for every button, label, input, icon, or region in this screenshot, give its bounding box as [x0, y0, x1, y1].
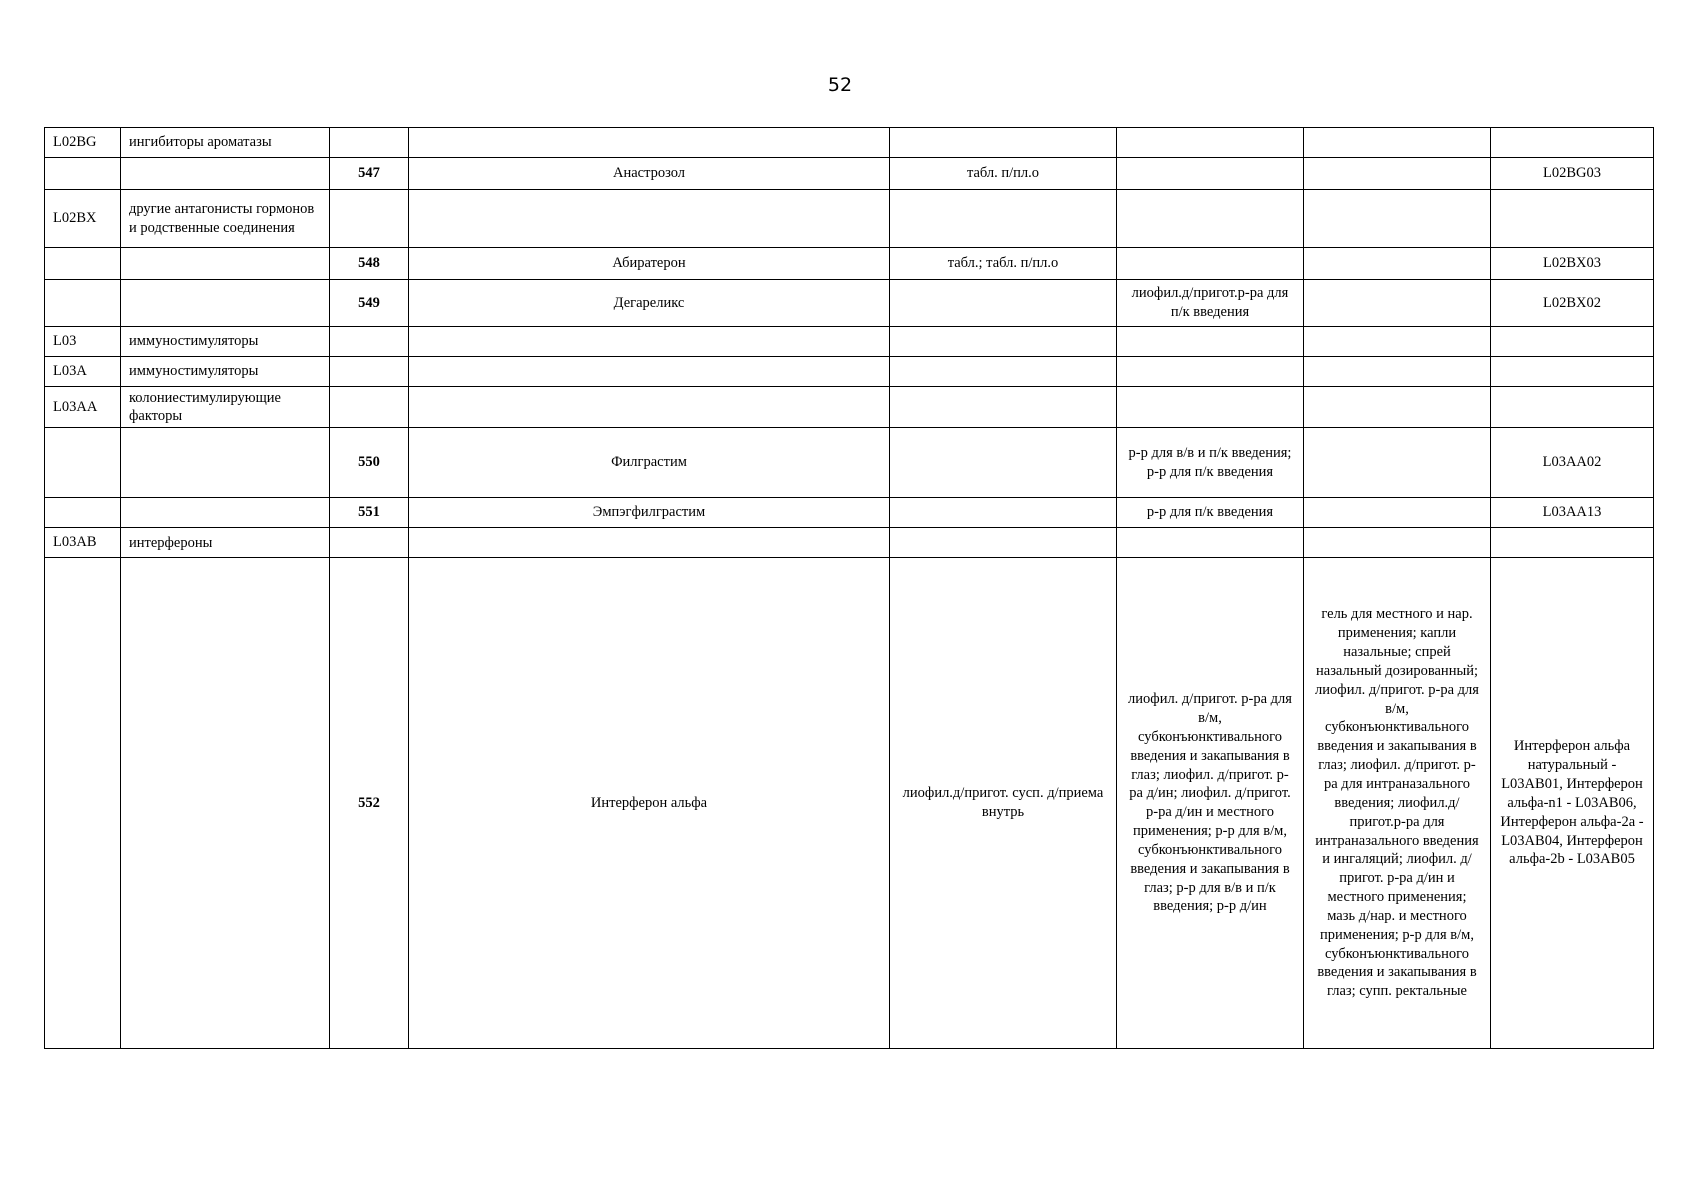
atc-group-code: L02BG	[45, 128, 121, 158]
atc-group-code	[45, 158, 121, 190]
atc-group-code: L02BX	[45, 190, 121, 248]
atc-group-name	[121, 280, 330, 327]
atc-group-code: L03	[45, 327, 121, 357]
dosage-form-col1	[890, 528, 1117, 558]
item-number	[330, 128, 409, 158]
dosage-form-col1	[890, 387, 1117, 428]
atc-group-name	[121, 428, 330, 498]
dosage-form-col2	[1117, 387, 1304, 428]
dosage-form-col2	[1117, 190, 1304, 248]
dosage-form-col3	[1304, 128, 1491, 158]
table-row	[45, 327, 1654, 357]
atc-code: L02BG03	[1491, 158, 1654, 190]
dosage-form-col3	[1304, 248, 1491, 280]
dosage-form-col3	[1304, 190, 1491, 248]
dosage-form-col3	[1304, 528, 1491, 558]
item-number	[330, 528, 409, 558]
table-row	[45, 128, 1654, 158]
item-number	[330, 327, 409, 357]
dosage-form-col2	[1117, 158, 1304, 190]
atc-group-code: L03AA	[45, 387, 121, 428]
drug-name: Дегареликс	[409, 280, 890, 327]
dosage-form-col2	[1117, 528, 1304, 558]
drug-name: Абиратерон	[409, 248, 890, 280]
drug-name	[409, 357, 890, 387]
dosage-form-col2: лиофил. д/пригот. р-ра для в/м, субконъюнктивального введения и закапывания в глаз; лиофил. д/пригот. р-ра д/ин; лиофил. д/пригот. р-ра д/ин и местного применения; р-р для в/м, субконъюнктивального введения и закапывания в глаз; р-р для в/в и п/к введения; р-р д/ин	[1117, 558, 1304, 1049]
item-number: 547	[330, 158, 409, 190]
table-row	[45, 248, 1654, 280]
table-row	[45, 528, 1654, 558]
atc-group-code: L03A	[45, 357, 121, 387]
table-row	[45, 387, 1654, 428]
dosage-form-col3: гель для местного и нар. применения; капли назальные; спрей назальный дозированный; лиофил. д/пригот. р-ра для в/м, субконъюнктивального введения и закапывания в глаз; лиофил. д/пригот. р-ра для интраназального введения; лиофил.д/пригот.р-ра для интраназального введения и ингаляций; лиофил. д/пригот. р-ра д/ин и местного применения; мазь д/нар. и местного применения; р-р для в/м, субконъюнктивального введения и закапывания в глаз; супп. ректальные	[1304, 558, 1491, 1049]
atc-code	[1491, 190, 1654, 248]
atc-group-name: иммуностимуляторы	[121, 327, 330, 357]
atc-group-code	[45, 248, 121, 280]
item-number	[330, 387, 409, 428]
drug-name	[409, 387, 890, 428]
page-number: 52	[827, 74, 853, 96]
atc-group-name	[121, 498, 330, 528]
atc-code	[1491, 327, 1654, 357]
dosage-form-col1	[890, 428, 1117, 498]
dosage-form-col3	[1304, 327, 1491, 357]
atc-code	[1491, 357, 1654, 387]
dosage-form-col3	[1304, 428, 1491, 498]
item-number: 550	[330, 428, 409, 498]
atc-group-name: колониестимулирующие факторы	[121, 387, 330, 428]
drug-name	[409, 190, 890, 248]
dosage-form-col3	[1304, 387, 1491, 428]
atc-group-code	[45, 428, 121, 498]
drug-table	[44, 127, 1654, 1049]
dosage-form-col1	[890, 128, 1117, 158]
atc-group-name: иммуностимуляторы	[121, 357, 330, 387]
item-number	[330, 357, 409, 387]
dosage-form-col1: табл.; табл. п/пл.о	[890, 248, 1117, 280]
dosage-form-col3	[1304, 357, 1491, 387]
table-row	[45, 357, 1654, 387]
table-row	[45, 280, 1654, 327]
table-row	[45, 428, 1654, 498]
dosage-form-col2: р-р для в/в и п/к введения; р-р для п/к введения	[1117, 428, 1304, 498]
dosage-form-col2	[1117, 357, 1304, 387]
atc-code: L03AA02	[1491, 428, 1654, 498]
dosage-form-col2	[1117, 128, 1304, 158]
dosage-form-col1	[890, 327, 1117, 357]
dosage-form-col1: лиофил.д/пригот. сусп. д/приема внутрь	[890, 558, 1117, 1049]
item-number: 552	[330, 558, 409, 1049]
dosage-form-col3	[1304, 280, 1491, 327]
dosage-form-col1	[890, 357, 1117, 387]
atc-code	[1491, 528, 1654, 558]
drug-name	[409, 327, 890, 357]
drug-name: Эмпэгфилграстим	[409, 498, 890, 528]
item-number: 548	[330, 248, 409, 280]
item-number: 551	[330, 498, 409, 528]
atc-group-code	[45, 558, 121, 1049]
atc-group-name: ингибиторы ароматазы	[121, 128, 330, 158]
dosage-form-col3	[1304, 498, 1491, 528]
atc-group-code	[45, 280, 121, 327]
dosage-form-col1	[890, 498, 1117, 528]
table-row	[45, 190, 1654, 248]
table-row	[45, 498, 1654, 528]
item-number: 549	[330, 280, 409, 327]
atc-code: Интерферон альфа натуральный - L03AB01, Интерферон альфа-n1 - L03AB06, Интерферон альфа-2a - L03AB04, Интерферон альфа-2b - L03AB05	[1491, 558, 1654, 1049]
dosage-form-col2: р-р для п/к введения	[1117, 498, 1304, 528]
atc-code	[1491, 128, 1654, 158]
atc-group-code: L03AB	[45, 528, 121, 558]
dosage-form-col3	[1304, 158, 1491, 190]
dosage-form-col2	[1117, 248, 1304, 280]
atc-code: L02BX02	[1491, 280, 1654, 327]
atc-group-name	[121, 248, 330, 280]
item-number	[330, 190, 409, 248]
atc-group-name: другие антагонисты гормонов и родственные соединения	[121, 190, 330, 248]
atc-group-name	[121, 158, 330, 190]
drug-name: Анастрозол	[409, 158, 890, 190]
table-row	[45, 558, 1654, 1049]
drug-name	[409, 128, 890, 158]
atc-group-name: интерфероны	[121, 528, 330, 558]
drug-name	[409, 528, 890, 558]
atc-code: L03AA13	[1491, 498, 1654, 528]
dosage-form-col2: лиофил.д/пригот.р-ра для п/к введения	[1117, 280, 1304, 327]
atc-code	[1491, 387, 1654, 428]
dosage-form-col1: табл. п/пл.о	[890, 158, 1117, 190]
drug-name: Интерферон альфа	[409, 558, 890, 1049]
drug-name: Филграстим	[409, 428, 890, 498]
table-row	[45, 158, 1654, 190]
dosage-form-col1	[890, 190, 1117, 248]
dosage-form-col2	[1117, 327, 1304, 357]
dosage-form-col1	[890, 280, 1117, 327]
atc-group-name	[121, 558, 330, 1049]
atc-group-code	[45, 498, 121, 528]
atc-code: L02BX03	[1491, 248, 1654, 280]
